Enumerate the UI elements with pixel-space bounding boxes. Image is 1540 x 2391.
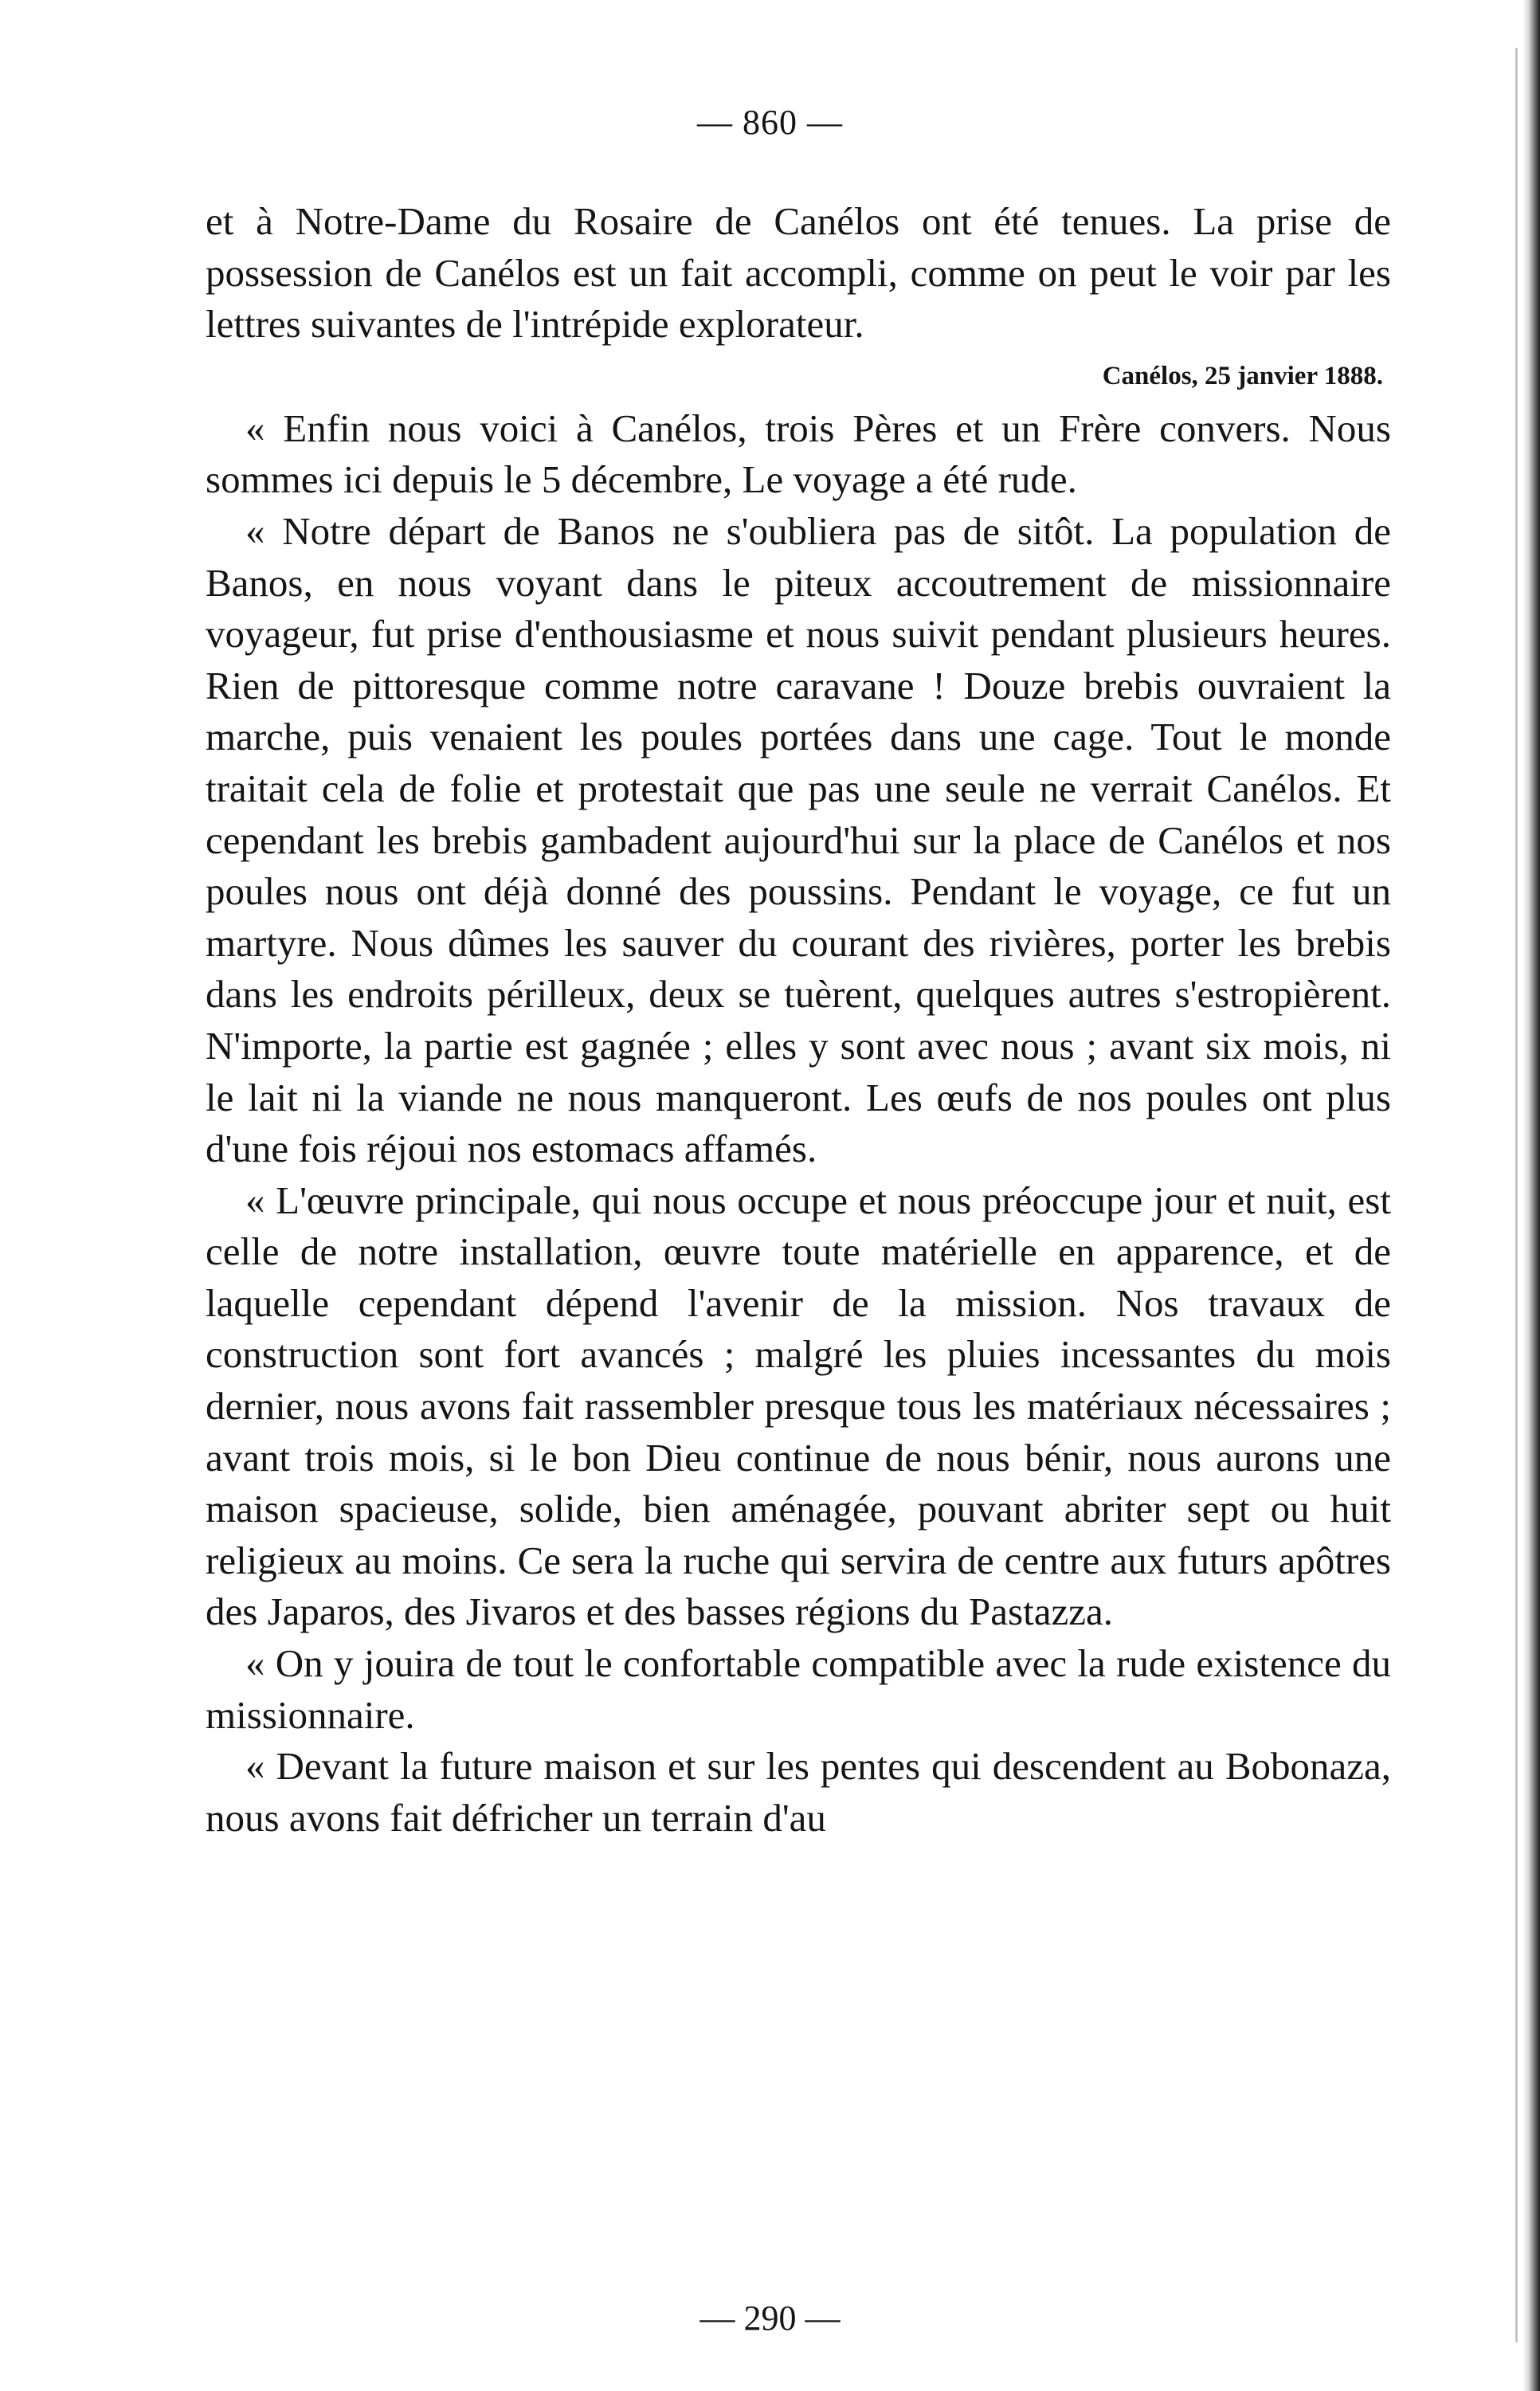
paragraph-2: « Enfin nous voici à Canélos, trois Pères et un Frère convers. Nous sommes ici depuis le 5 décembre, Le voyage a été rude.: [206, 406, 1391, 502]
paragraph-3: « Notre départ de Banos ne s'oubliera pas de sitôt. La population de Banos, en nous voyant dans le piteux accoutrement de missionnaire voyageur, fut prise d'enthousiasme et nous suivit pendant plusieurs heures. Rien de pittoresque comme notre caravane ! Douze brebis ouvraient la marche, puis venaient les poules portées dans une cage. Tout le monde traitait cela de folie et protestait que pas une seule ne verrait Canélos. Et cependant les brebis gambadent aujourd'hui sur la place de Canélos et nos poules nous ont déjà donné des poussins. Pendant le voyage, ce fut un martyre. Nous dûmes les sauver du courant des rivières, porter les brebis dans les endroits périlleux, deux se tuèrent, quelques autres s'estropièrent. N'importe, la partie est gagnée ; elles y sont avec nous ; avant six mois, ni le lait ni la viande ne nous manqueront. Les œufs de nos poules ont plus d'une fois réjoui nos estomacs affamés.: [206, 508, 1391, 1171]
paragraph-4: « L'œuvre principale, qui nous occupe et nous préoccupe jour et nuit, est celle de notre installation, œuvre toute matérielle en apparence, et de laquelle cependant dépend l'avenir de la mission. Nos travaux de construction sont fort avancés ; malgré les pluies incessantes du mois dernier, nous avons fait rassembler presque tous les matériaux nécessaires ; avant trois mois, si le bon Dieu continue de nous bénir, nous aurons une maison spacieuse, solide, bien aménagée, pouvant abriter sept ou huit religieux au moins. Ce sera la ruche qui servira de centre aux futurs apôtres des Japaros, des Jivaros et des basses régions du Pastazza.: [206, 1178, 1391, 1634]
page-number: — 860 —: [697, 103, 843, 142]
paragraph-6: « Devant la future maison et sur les pentes qui descendent au Bobonaza, nous avons fait défricher un terrain d'au: [206, 1744, 1391, 1840]
letter-dateline: Canélos, 25 janvier 1888.: [1102, 361, 1383, 390]
text-body: [206, 196, 1391, 1844]
scan-edge-shadow: [1522, 0, 1540, 2391]
scan-edge-line: [1515, 48, 1518, 2342]
paragraph-5: « On y jouira de tout le confortable compatible avec la rude existence du missionnaire.: [206, 1641, 1391, 1737]
paragraph-1: et à Notre-Dame du Rosaire de Canélos ont été tenues. La prise de possession de Canélos est un fait accompli, comme on peut le voir par les lettres suivantes de l'intrépide explorateur.: [206, 199, 1391, 347]
signature-mark: — 290 —: [699, 2299, 841, 2338]
